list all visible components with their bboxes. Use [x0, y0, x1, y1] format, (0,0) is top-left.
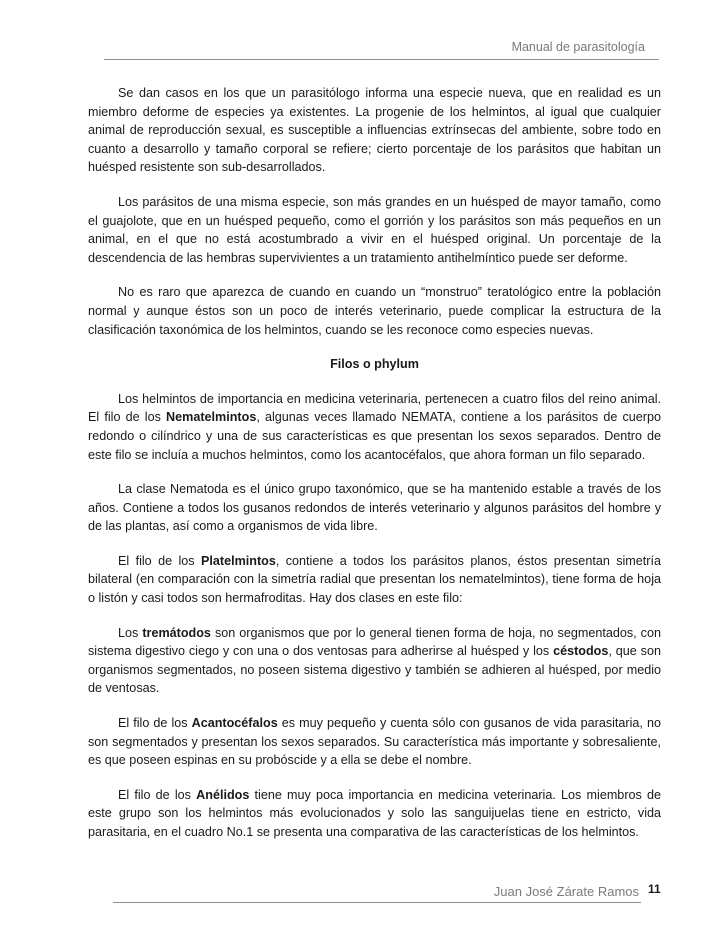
paragraph-6-text-a: El filo de los	[118, 553, 201, 568]
term-anelidos: Anélidos	[196, 787, 250, 802]
paragraph-8	[88, 714, 661, 770]
paragraph-7-text-a: Los	[118, 625, 143, 640]
paragraph-9-text-a: El filo de los	[118, 787, 197, 802]
paragraph-7	[88, 624, 661, 698]
document-body	[88, 84, 661, 858]
paragraph-9-text-c: tiene muy poca importancia en medicina veterinaria. Los miembros de este grupo son los helmintos más evolucionados y solo las sanguijuelas tiene en estricto, vida parasitaria, en el cuadro No.1 se presenta una comparativa de las características de los helmintos.	[88, 787, 662, 839]
paragraph-6	[88, 552, 661, 608]
footer-author: Juan José Zárate Ramos	[493, 884, 639, 899]
paragraph-1: Se dan casos en los que un parasitólogo informa una especie nueva, que en realidad es un miembro deforme de especies ya existentes. La progenie de los helmintos, al igual que cualquier animal de reproducción sexual, es susceptible a influencias extrínsecas del ambiente, sobre todo en cuanto a desarrollo y tamaño corporal se refiere; cierto porcentaje de los parásitos que habitan un huésped resistente son sub-desarrollados.	[88, 86, 661, 175]
section-heading: Filos o phylum	[330, 357, 419, 372]
paragraph-7-text-e: , que son organismos segmentados, no poseen sistema digestivo y también se adhieren al huésped, por medio de ventosas.	[88, 644, 661, 696]
paragraph-8-text-c: es muy pequeño y cuenta sólo con gusanos de vida parasitaria, no son segmentados y presentan los sexos separados. Su característica más importante y sobresaliente, es que poseen espinas en su probóscide y a ella se debe el nombre.	[88, 716, 661, 768]
paragraph-4-text-a: Los helmintos de importancia en medicina veterinaria, pertenecen a cuatro filos del reino animal. El filo de los	[88, 391, 661, 425]
term-platelmintos: Platelmintos	[200, 553, 276, 568]
page-footer	[113, 878, 641, 903]
paragraph-4-text-c: , algunas veces llamado NEMATA, contiene a los parásitos de cuerpo redondo o cilíndrico y una de sus características es que presentan los sexos separados. Dentro de este filo se incluía a muchos helmintos, como los acantocéfalos, que ahora forman un filo separado.	[88, 410, 661, 462]
header-title: Manual de parasitología	[511, 40, 645, 54]
term-cestodos: céstodos	[553, 644, 609, 659]
term-trematodos: tremátodos	[142, 625, 211, 640]
paragraph-5: La clase Nematoda es el único grupo taxonómico, que se ha mantenido estable a través de los años. Contiene a todos los gusanos redondos de interés veterinario y algunos parásitos del hombre y de las plantas, así como a organismos de vida libre.	[88, 482, 661, 534]
paragraph-9	[88, 786, 661, 842]
paragraph-8-text-a: El filo de los	[118, 716, 192, 731]
page-number: 11	[648, 882, 661, 896]
paragraph-7-text-c: son organismos que por lo general tienen forma de hoja, no segmentados, con sistema digestivo ciego y con una o dos ventosas para adherirse al huésped y los	[88, 625, 661, 659]
paragraph-3: No es raro que aparezca de cuando en cuando un “monstruo” teratológico entre la población normal y aunque éstos son un poco de interés veterinario, puede complicar la estructura de la clasificación taxonómica de los helmintos, cuando se les reconoce como especies nuevas.	[88, 285, 661, 337]
paragraph-4	[88, 390, 661, 464]
paragraph-6-text-c: , contiene a todos los parásitos planos, éstos presentan simetría bilateral (en comparación con la simetría radial que presentan los nematelmintos), tiene forma de hoja o listón y casi todos son hermafroditas. Hay dos clases en este filo:	[88, 553, 661, 606]
term-nematelmintos: Nematelmintos	[166, 410, 257, 425]
paragraph-2: Los parásitos de una misma especie, son más grandes en un huésped de mayor tamaño, como el guajolote, que en un huésped pequeño, como el gorrión y los parásitos son más pequeños en un animal, en el que no está acostumbrado a vivir en el huésped original. Un porcentaje de la descendencia de las hembras supervivientes a un tratamiento antihelmíntico puede ser deforme.	[88, 194, 661, 265]
page-header	[104, 40, 659, 60]
term-acantocefalos: Acantocéfalos	[191, 716, 278, 731]
